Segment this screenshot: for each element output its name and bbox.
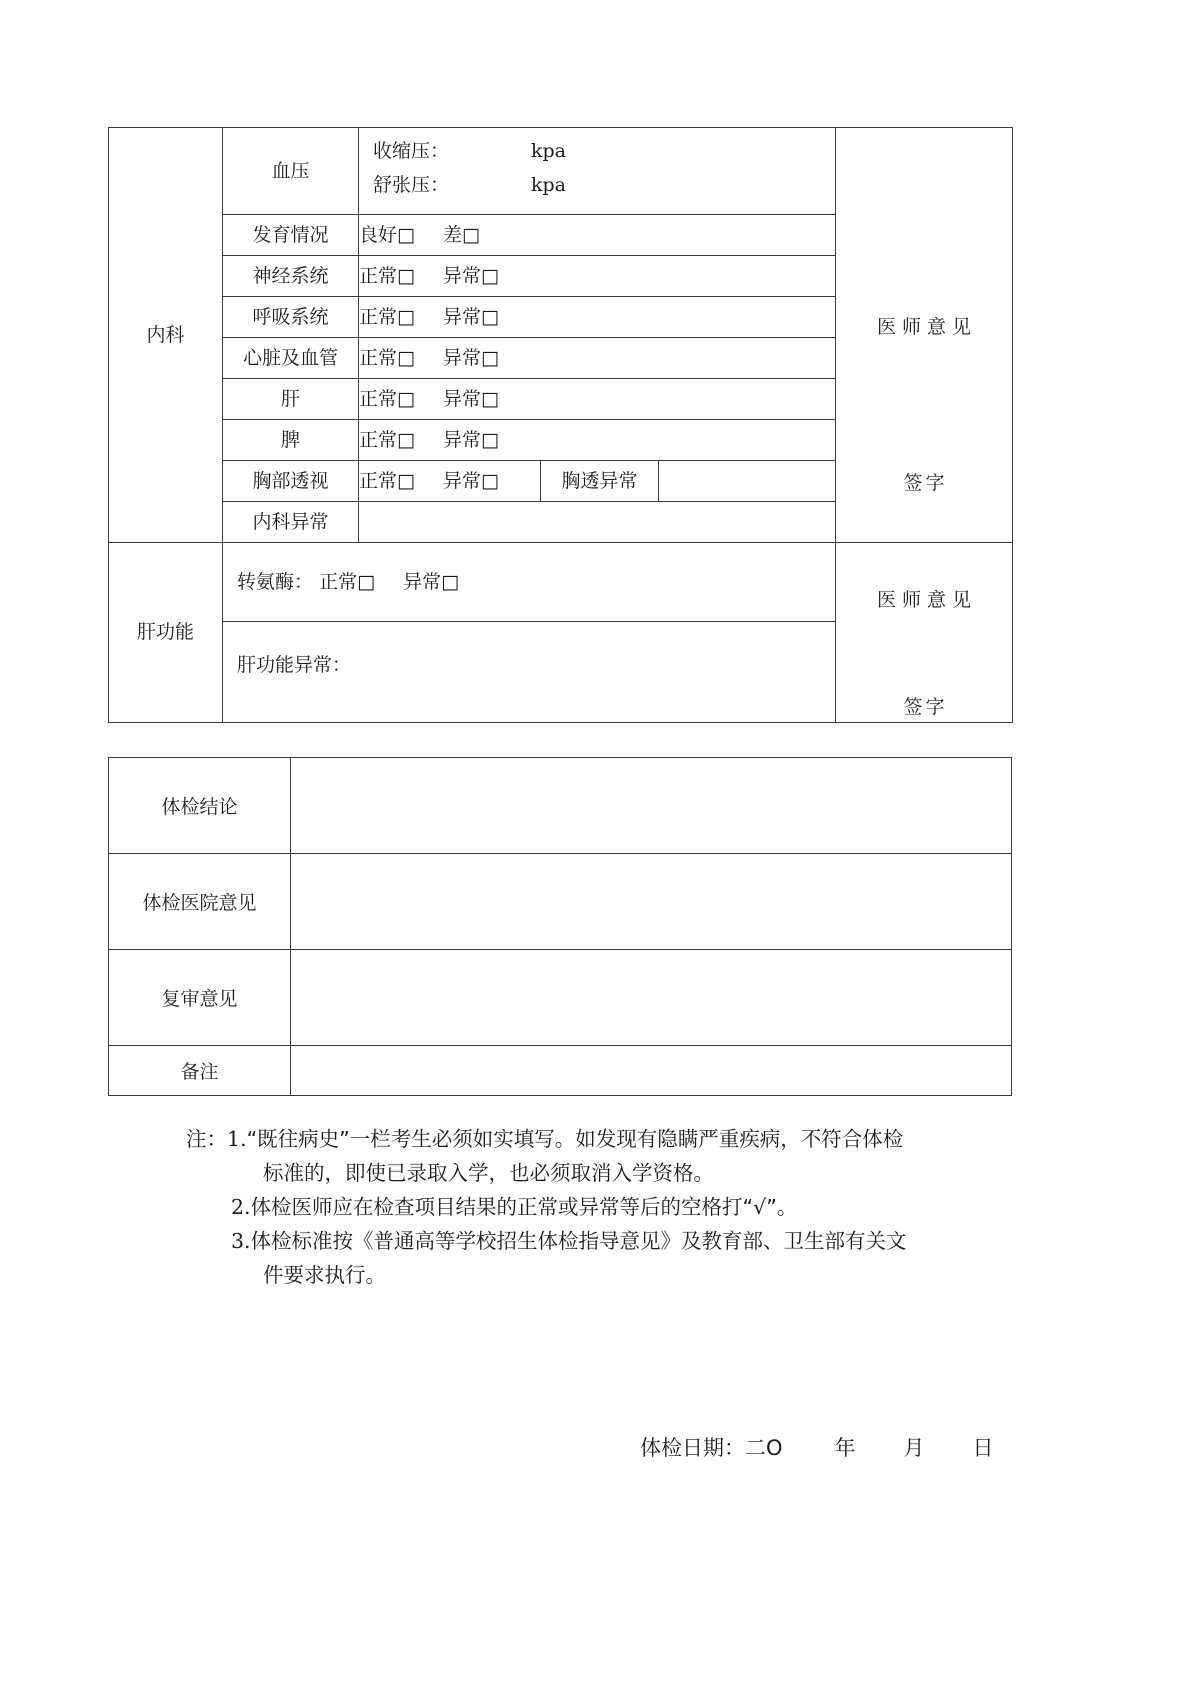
value-cell-chest-xray[interactable]	[359, 461, 541, 502]
physical-exam-table	[108, 127, 1013, 723]
item-label-internal-abnormal: 内科异常	[223, 502, 359, 543]
item-label-text: 血压	[271, 159, 310, 182]
sub-label-chest-xray-abnormal: 胸透异常	[541, 461, 659, 502]
value-cell[interactable]	[359, 297, 836, 338]
value-cell[interactable]	[359, 215, 836, 256]
table-row-review-opinion	[109, 950, 1012, 1046]
value-cell[interactable]	[359, 338, 836, 379]
value-cell-chest-xray-abnormal[interactable]	[659, 461, 836, 502]
notes-block	[186, 1122, 1006, 1292]
systolic-label: 收缩压：	[373, 140, 450, 162]
option-normal[interactable]: 正常□	[319, 570, 376, 593]
exam-date-day-unit: 日	[972, 1436, 994, 1460]
item-label: 呼吸系统	[223, 297, 359, 338]
row-label-remarks: 备注	[109, 1046, 291, 1096]
note-item-1	[186, 1122, 1006, 1156]
option-normal[interactable]: 正常□	[359, 305, 415, 328]
doctor-opinion-title: 医师意见	[877, 589, 978, 611]
doctor-opinion-title: 医师意见	[877, 315, 978, 338]
row-value-review-opinion[interactable]	[291, 950, 1012, 1046]
value-cell[interactable]	[359, 256, 836, 297]
note-text-1-line-1: “既往病史”一栏考生必须如实填写。如发现有隐瞒严重疾病，不符合体检	[246, 1127, 904, 1151]
option-abnormal[interactable]: 异常□	[443, 264, 499, 287]
notes-lead-label: 注：	[186, 1127, 227, 1151]
item-label: 心脏及血管	[223, 338, 359, 379]
option-abnormal[interactable]: 异常□	[443, 428, 499, 451]
section-label-liver-function	[109, 543, 223, 723]
value-cell[interactable]	[359, 379, 836, 420]
option-normal[interactable]: 正常□	[359, 428, 415, 451]
doctor-signature-label: 签字	[903, 472, 948, 494]
note-item-2	[186, 1190, 1006, 1224]
systolic-unit: kpa	[531, 140, 567, 162]
table-row-hospital-opinion	[109, 854, 1012, 950]
option-normal[interactable]: 正常□	[359, 264, 415, 287]
note-number-1: 1.	[227, 1127, 247, 1151]
liver-abnormal-label: 肝功能异常：	[237, 653, 352, 676]
note-text-3-line-2: 件要求执行。	[263, 1263, 386, 1287]
diastolic-line	[373, 171, 835, 205]
option-abnormal[interactable]: 异常□	[403, 570, 460, 593]
value-cell-internal-abnormal[interactable]	[359, 502, 836, 543]
table-row-remarks	[109, 1046, 1012, 1096]
item-label: 肝	[223, 379, 359, 420]
row-value-remarks[interactable]	[291, 1046, 1012, 1096]
value-cell[interactable]	[359, 420, 836, 461]
note-number-3: 3.	[231, 1229, 251, 1253]
option-normal[interactable]: 正常□	[359, 469, 415, 492]
doctor-opinion-cell-liver[interactable]	[836, 543, 1013, 723]
option-abnormal[interactable]: 异常□	[443, 346, 499, 369]
diastolic-unit: kpa	[531, 174, 567, 196]
section-label-internal-medicine	[109, 128, 223, 543]
table-row-exam-conclusion	[109, 758, 1012, 854]
exam-date-year-unit: 年	[834, 1436, 856, 1460]
item-label: 发育情况	[223, 215, 359, 256]
item-label-chest-xray: 胸部透视	[223, 461, 359, 502]
exam-date-year-prefix: 二O	[745, 1436, 783, 1460]
doctor-signature-label: 签字	[903, 695, 948, 718]
note-text-1-line-2: 标准的，即使已录取入学，也必须取消入学资格。	[263, 1161, 714, 1185]
value-cell-transaminase[interactable]	[223, 543, 836, 622]
note-item-3	[186, 1224, 1006, 1258]
note-number-2: 2.	[231, 1195, 251, 1219]
option-abnormal[interactable]: 异常□	[443, 469, 499, 492]
item-label-blood-pressure	[223, 128, 359, 215]
value-cell-blood-pressure[interactable]	[359, 128, 836, 215]
row-label-hospital-opinion: 体检医院意见	[109, 854, 291, 950]
row-label-exam-conclusion: 体检结论	[109, 758, 291, 854]
exam-date-month-unit: 月	[903, 1436, 925, 1460]
row-value-hospital-opinion[interactable]	[291, 854, 1012, 950]
note-text-2-line-1: 体检医师应在检查项目结果的正常或异常等后的空格打“√”。	[250, 1195, 798, 1219]
exam-date-line	[640, 1432, 994, 1462]
transaminase-label: 转氨酶：	[237, 570, 314, 593]
systolic-line	[373, 137, 835, 171]
value-cell-liver-abnormal[interactable]	[223, 622, 836, 723]
doctor-opinion-cell-internal[interactable]	[836, 128, 1013, 543]
row-label-review-opinion: 复审意见	[109, 950, 291, 1046]
item-label: 脾	[223, 420, 359, 461]
exam-date-label: 体检日期：	[640, 1436, 745, 1460]
section-label-text: 内科	[146, 323, 185, 346]
option-normal[interactable]: 正常□	[359, 346, 415, 369]
option-good[interactable]: 良好□	[359, 223, 415, 246]
section-label-text: 肝功能	[136, 621, 194, 644]
diastolic-label: 舒张压：	[373, 174, 450, 196]
item-label: 神经系统	[223, 256, 359, 297]
row-value-exam-conclusion[interactable]	[291, 758, 1012, 854]
table-row-transaminase	[109, 543, 1013, 622]
option-poor[interactable]: 差□	[443, 223, 480, 246]
option-abnormal[interactable]: 异常□	[443, 305, 499, 328]
option-normal[interactable]: 正常□	[359, 387, 415, 410]
note-text-3-line-1: 体检标准按《普通高等学校招生体检指导意见》及教育部、卫生部有关文	[250, 1229, 907, 1253]
option-abnormal[interactable]: 异常□	[443, 387, 499, 410]
summary-table	[108, 757, 1012, 1096]
table-row-blood-pressure	[109, 128, 1013, 215]
